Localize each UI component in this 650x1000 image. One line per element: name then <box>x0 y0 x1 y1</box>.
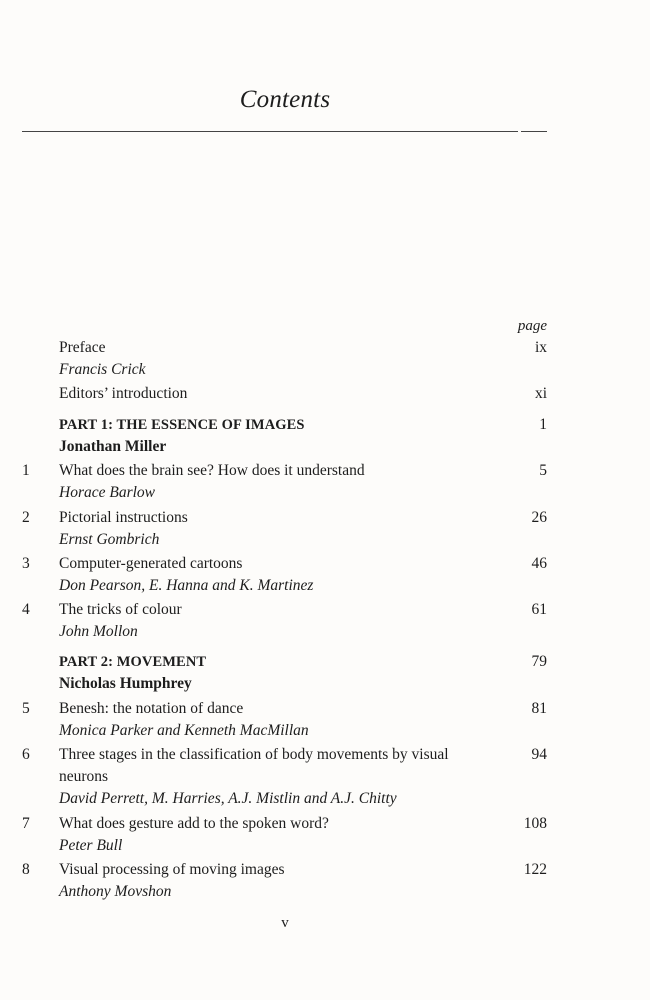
entry-page: 46 <box>531 555 547 572</box>
toc-part-1 <box>0 414 650 458</box>
chapter-number: 2 <box>22 509 30 526</box>
entry-page: 81 <box>531 700 547 717</box>
toc-entry-chapter-3 <box>0 553 650 597</box>
toc-entry-preface <box>0 337 650 381</box>
entry-author: Francis Crick <box>59 361 146 378</box>
toc-entry-chapter-4 <box>0 599 650 643</box>
entry-title: What does gesture add to the spoken word? <box>59 815 329 832</box>
entry-author: Anthony Movshon <box>59 883 172 900</box>
part-editor: Jonathan Miller <box>59 438 167 455</box>
page-title: Contents <box>239 86 331 113</box>
entry-title: Visual processing of moving images <box>59 861 285 878</box>
toc-entry-introduction <box>0 383 650 405</box>
entry-page: 122 <box>523 861 547 878</box>
entry-author: David Perrett, M. Harries, A.J. Mistlin and A.J. Chitty <box>59 790 397 807</box>
entry-title: Computer-generated cartoons <box>59 555 243 572</box>
entry-page: ix <box>534 339 547 356</box>
entry-title-line-1: Three stages in the classification of body movements by visual <box>59 746 449 763</box>
entry-author: Peter Bull <box>59 837 123 854</box>
entry-title: Preface <box>59 339 106 356</box>
chapter-number: 3 <box>22 555 30 572</box>
chapter-number: 4 <box>22 601 30 618</box>
entry-page: 94 <box>531 746 547 763</box>
entry-page: 1 <box>539 416 547 433</box>
entry-page: 61 <box>531 601 547 618</box>
toc-entry-chapter-8 <box>0 859 650 903</box>
entry-title-line-2: neurons <box>59 768 109 785</box>
entry-page: 108 <box>523 815 547 832</box>
entry-page: 5 <box>539 462 547 479</box>
entry-author: Monica Parker and Kenneth MacMillan <box>59 722 309 739</box>
entry-author: John Mollon <box>59 623 138 640</box>
entry-author: Ernst Gombrich <box>59 531 160 548</box>
entry-title: Benesh: the notation of dance <box>59 700 244 717</box>
entry-title: Pictorial instructions <box>59 509 188 526</box>
entry-title: The tricks of colour <box>59 601 182 618</box>
entry-title: What does the brain see? How does it understand <box>59 462 365 479</box>
chapter-number: 6 <box>22 746 30 763</box>
footer-page-number: v <box>281 915 289 931</box>
toc-entry-chapter-1 <box>0 460 650 504</box>
entry-page: 79 <box>531 653 547 670</box>
toc-part-2 <box>0 651 650 695</box>
chapter-number: 1 <box>22 462 30 479</box>
chapter-number: 5 <box>22 700 30 717</box>
title-rule <box>22 131 518 132</box>
entry-author: Horace Barlow <box>59 484 156 501</box>
entry-page: xi <box>534 385 547 402</box>
entry-page: 26 <box>531 509 547 526</box>
entry-author: Don Pearson, E. Hanna and K. Martinez <box>59 577 314 594</box>
part-title: PART 1: THE ESSENCE OF IMAGES <box>59 417 305 433</box>
chapter-number: 7 <box>22 815 30 832</box>
chapter-number: 8 <box>22 861 30 878</box>
part-editor: Nicholas Humphrey <box>59 675 192 692</box>
toc-entry-chapter-2 <box>0 507 650 551</box>
part-title: PART 2: MOVEMENT <box>59 654 207 670</box>
page-column-label: page <box>517 318 547 334</box>
entry-title: Editors’ introduction <box>59 385 188 402</box>
toc-entry-chapter-7 <box>0 813 650 857</box>
title-rule-tail <box>521 131 547 132</box>
toc-entry-chapter-6 <box>0 744 650 810</box>
toc-entry-chapter-5 <box>0 698 650 742</box>
